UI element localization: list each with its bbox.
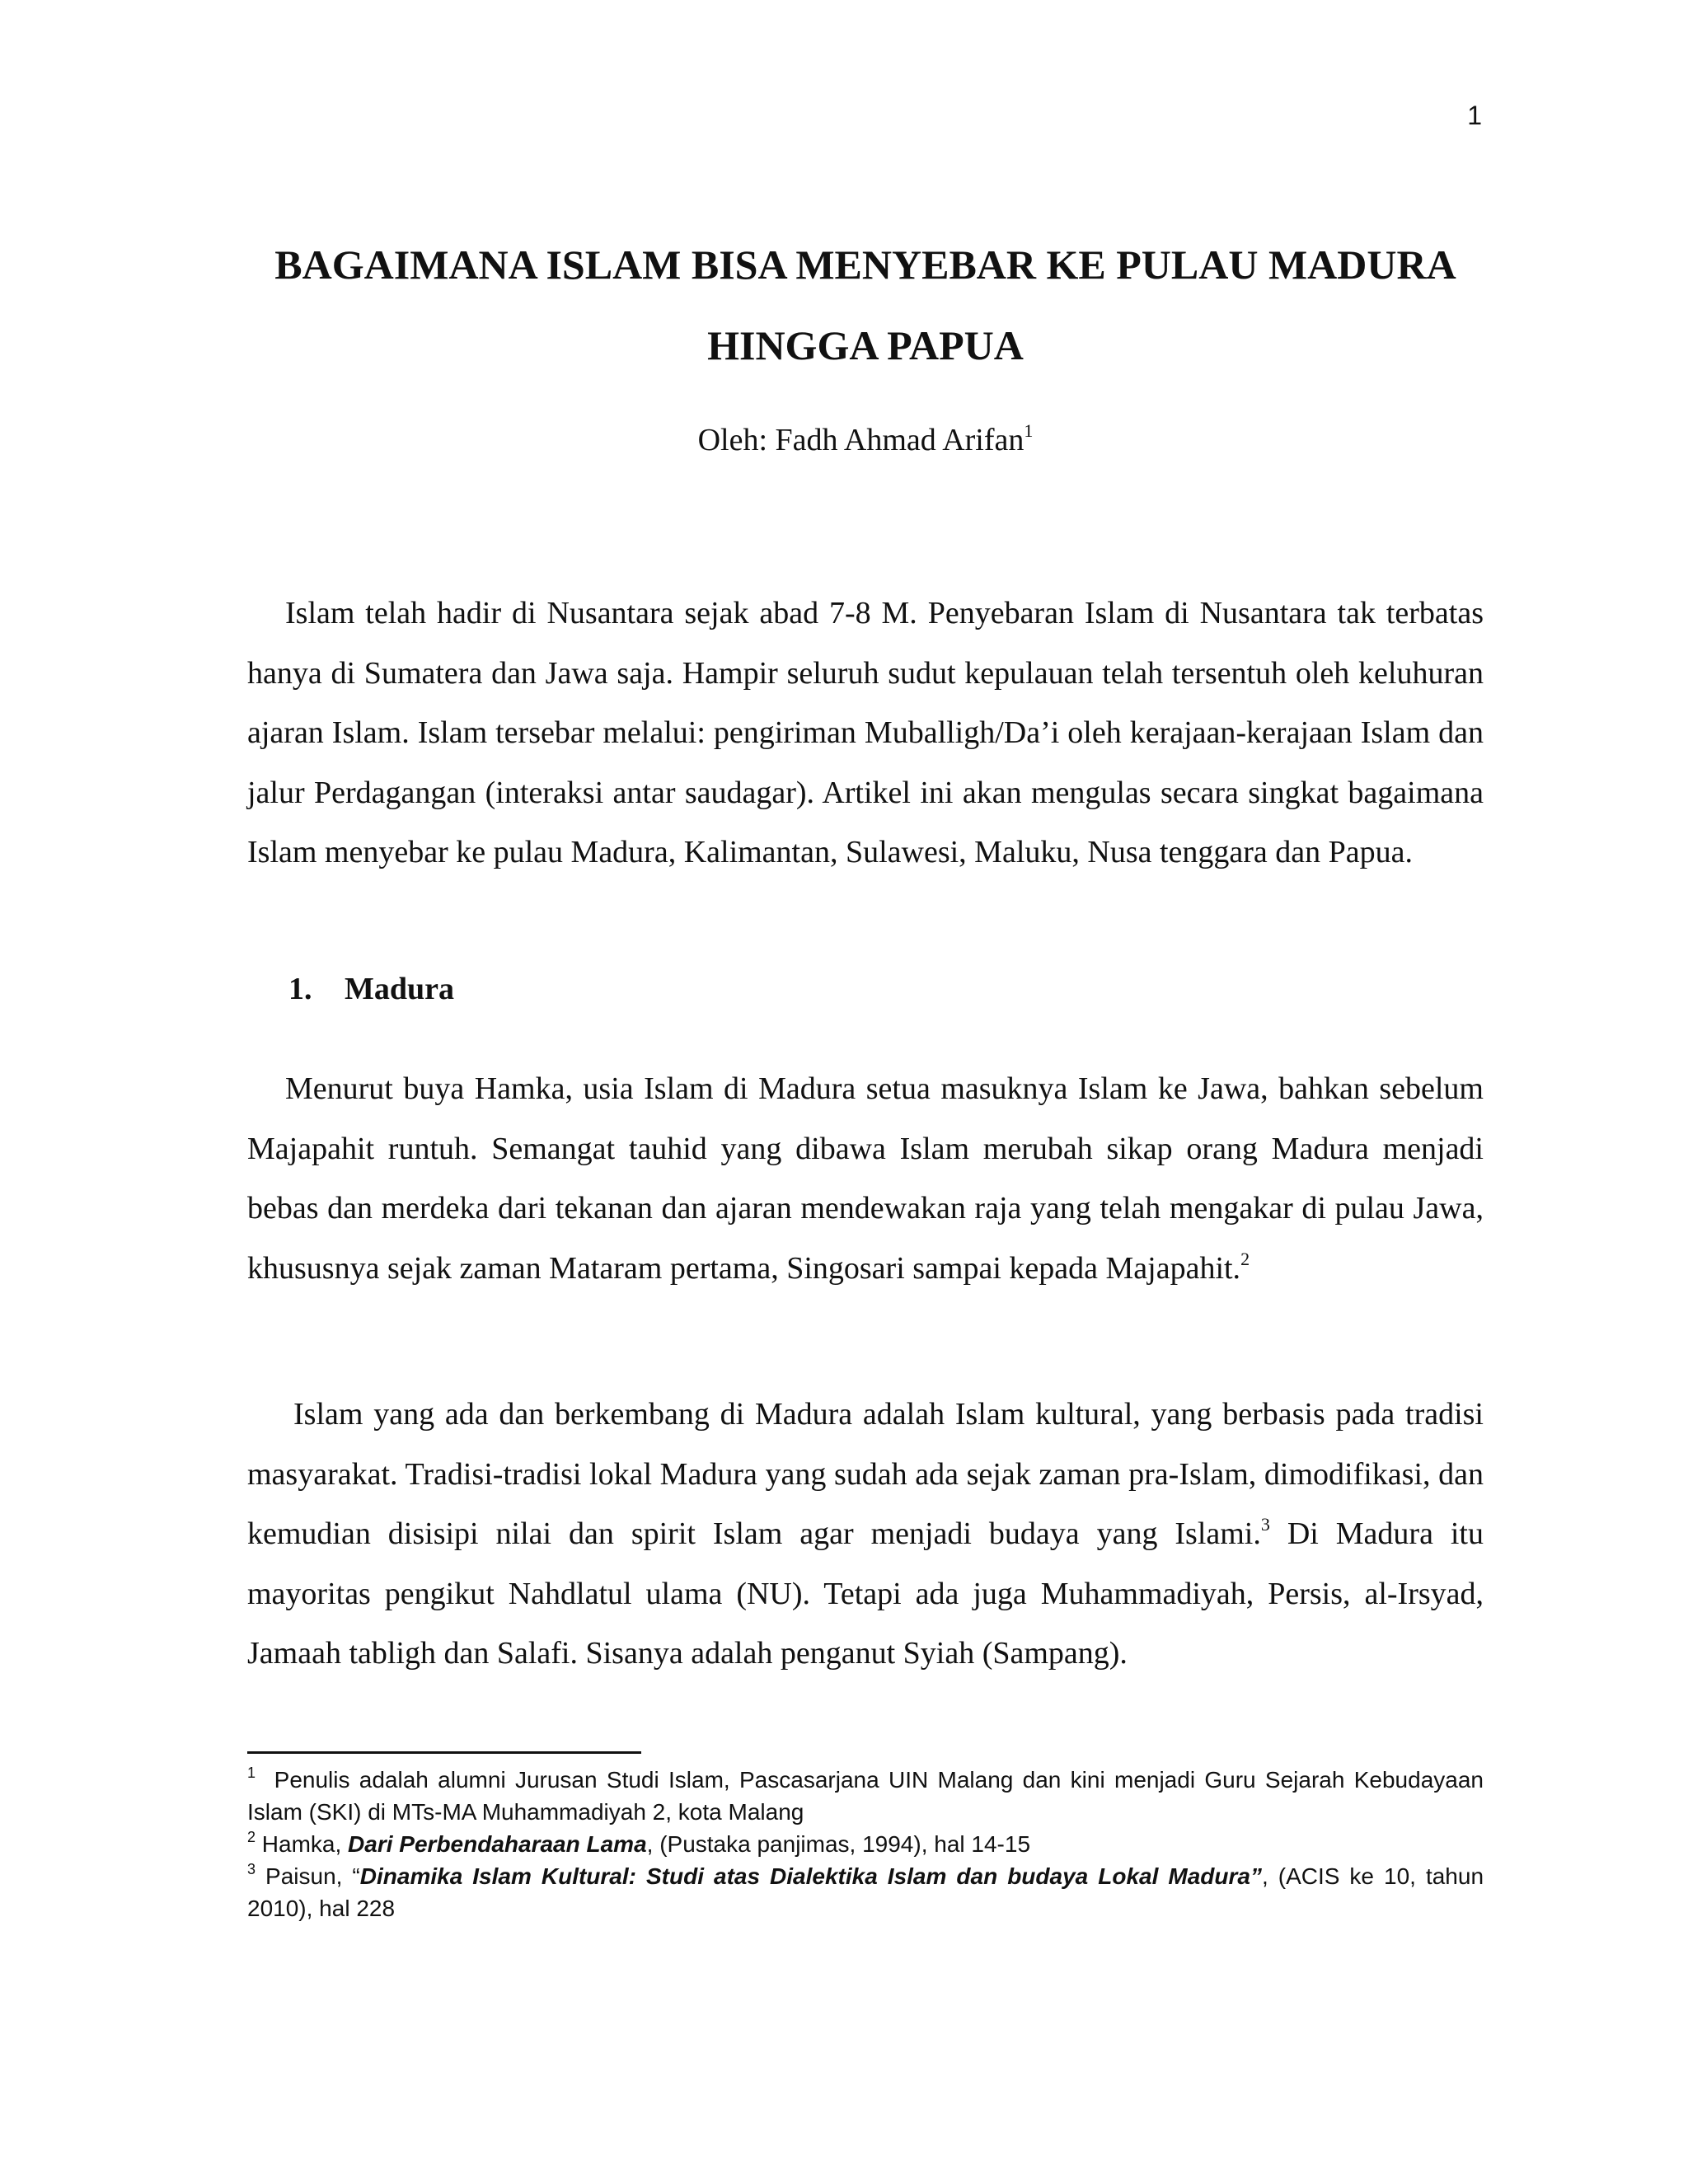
- footnote-2: [247, 1828, 1484, 1860]
- footnotes: [247, 1764, 1484, 1924]
- footnote-ref-1[interactable]: 1: [1024, 420, 1034, 441]
- madura-paragraph-1-text: Menurut buya Hamka, usia Islam di Madura setua masuknya Islam ke Jawa, bahkan sebelum Majapahit runtuh. Semangat tauhid yang dibawa Islam merubah sikap orang Madura menjadi bebas dan merdeka dari tekanan dan ajaran mendewakan raja yang telah mengakar di pulau Jawa, khususnya sejak zaman Mataram pertama, Singosari sampai kepada Majapahit.: [247, 1071, 1484, 1286]
- document-title: [247, 224, 1484, 386]
- footnote-article-title: Dinamika Islam Kultural: Studi atas Dialektika Islam dan budaya Lokal Madura”: [359, 1863, 1262, 1889]
- author-name: Oleh: Fadh Ahmad Arifan: [697, 423, 1025, 457]
- madura-paragraph-2-text-a: Islam yang ada dan berkembang di Madura adalah Islam kultural, yang berbasis pada tradisi masyarakat. Tradisi-tradisi lokal Madura yang sudah ada sejak zaman pra-Islam, dimodifikasi, dan kemudian disisipi nilai dan spirit Islam agar menjadi budaya yang Islami.: [247, 1397, 1484, 1551]
- footnote-book-title: Dari Perbendaharaan Lama: [348, 1831, 647, 1857]
- title-line-1: BAGAIMANA ISLAM BISA MENYEBAR KE PULAU MADURA: [274, 241, 1456, 288]
- madura-paragraph-2-text-b: Di Madura itu mayoritas pengikut Nahdlatul ulama (NU). Tetapi ada juga Muhammadiyah, Persis, al-Irsyad, Jamaah tabligh dan Salafi. Sisanya adalah penganut Syiah (Sampang).: [247, 1516, 1484, 1671]
- author-line: [247, 422, 1484, 458]
- footnote-mark: 2: [247, 1829, 256, 1845]
- madura-paragraph-1: [247, 1059, 1484, 1298]
- madura-paragraph-2: [247, 1385, 1484, 1684]
- footnote-text: Penulis adalah alumni Jurusan Studi Islam, Pascasarjana UIN Malang dan kini menjadi Guru Sejarah Kebudayaan Islam (SKI) di MTs-MA Muhammadiyah 2, kota Malang: [247, 1767, 1484, 1825]
- title-line-2: HINGGA PAPUA: [707, 322, 1024, 368]
- footnote-text-pre: Paisun, “: [265, 1863, 360, 1889]
- footnote-text-post: , (ACIS ke 10, tahun 2010), hal 228: [247, 1863, 1484, 1921]
- footnote-3: [247, 1860, 1484, 1924]
- footnote-separator: [247, 1751, 641, 1754]
- footnote-mark: 1: [247, 1765, 256, 1781]
- page-number: 1: [1467, 101, 1482, 130]
- intro-paragraph: Islam telah hadir di Nusantara sejak abad 7-8 M. Penyebaran Islam di Nusantara tak terbatas hanya di Sumatera dan Jawa saja. Hampir seluruh sudut kepulauan telah tersentuh oleh keluhuran ajaran Islam. Islam tersebar melalui: pengiriman Muballigh/Da’i oleh kerajaan-kerajaan Islam dan jalur Perdagangan (interaksi antar saudagar). Artikel ini akan mengulas secara singkat bagaimana Islam menyebar ke pulau Madura, Kalimantan, Sulawesi, Maluku, Nusa tenggara dan Papua.: [247, 596, 1484, 869]
- section-number: 1.: [288, 972, 312, 1006]
- footnote-1: [247, 1764, 1484, 1828]
- section-title: Madura: [345, 972, 454, 1006]
- footnote-text-pre: Hamka,: [261, 1831, 349, 1857]
- footnote-ref-2[interactable]: 2: [1240, 1248, 1250, 1269]
- footnote-mark: 3: [247, 1861, 256, 1877]
- footnote-ref-3[interactable]: 3: [1260, 1514, 1270, 1535]
- footnote-text-post: , (Pustaka panjimas, 1994), hal 14-15: [646, 1831, 1031, 1857]
- section-heading-madura: [288, 971, 454, 1007]
